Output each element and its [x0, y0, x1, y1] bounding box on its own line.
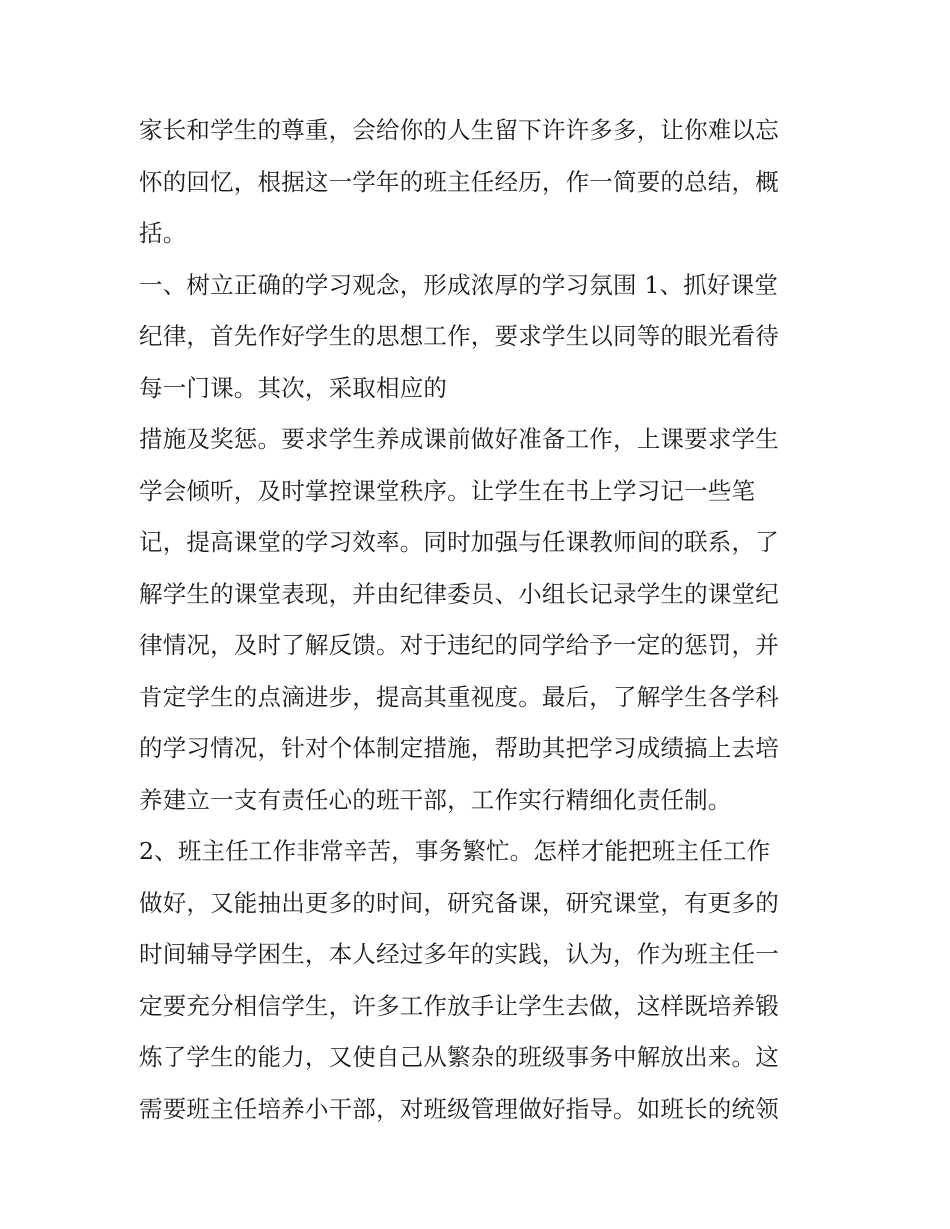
text-line: 肯定学生的点滴进步，提高其重视度。最后，了解学生各学科	[139, 682, 779, 711]
text-line: 措施及奖惩。要求学生养成课前做好准备工作，上课要求学生	[139, 425, 779, 453]
text-line: 律情况，及时了解反馈。对于违纪的同学给予一定的惩罚，并	[139, 631, 779, 659]
document-body	[139, 105, 819, 1135]
text-line: 括。	[139, 219, 187, 247]
text-line: 养建立一支有责任心的班干部，工作实行精细化责任制。	[139, 785, 732, 814]
text-line: 的学习情况，针对个体制定措施，帮助其把学习成绩搞上去培	[139, 734, 779, 762]
text-line: 需要班主任培养小干部，对班级管理做好指导。如班长的统领	[139, 1094, 779, 1123]
text-line: 定要充分相信学生，许多工作放手让学生去做，这样既培养锻	[139, 991, 779, 1020]
text-line: 时间辅导学困生，本人经过多年的实践，认为，作为班主任一	[139, 940, 779, 968]
text-line: 纪律，首先作好学生的思想工作，要求学生以同等的眼光看待	[139, 322, 779, 350]
text-line: 一、树立正确的学习观念，形成浓厚的学习氛围 1、抓好课堂	[139, 270, 779, 299]
text-line: 做好，又能抽出更多的时间，研究备课，研究课堂，有更多的	[139, 888, 779, 917]
text-line: 学会倾听，及时掌控课堂秩序。让学生在书上学习记一些笔	[139, 476, 756, 505]
text-line: 家长和学生的尊重，会给你的人生留下许许多多，让你难以忘	[139, 116, 779, 144]
text-line: 2、班主任工作非常辛苦，事务繁忙。怎样才能把班主任工作	[139, 837, 771, 865]
text-line: 记，提高课堂的学习效率。同时加强与任课教师间的联系，了	[139, 528, 779, 556]
text-line: 怀的回忆，根据这一学年的班主任经历，作一简要的总结，概	[139, 167, 779, 196]
text-line: 每一门课。其次，采取相应的	[139, 373, 448, 402]
text-line: 炼了学生的能力，又使自己从繁杂的班级事务中解放出来。这	[139, 1043, 779, 1071]
text-line: 解学生的课堂表现，并由纪律委员、小组长记录学生的课堂纪	[139, 579, 779, 608]
